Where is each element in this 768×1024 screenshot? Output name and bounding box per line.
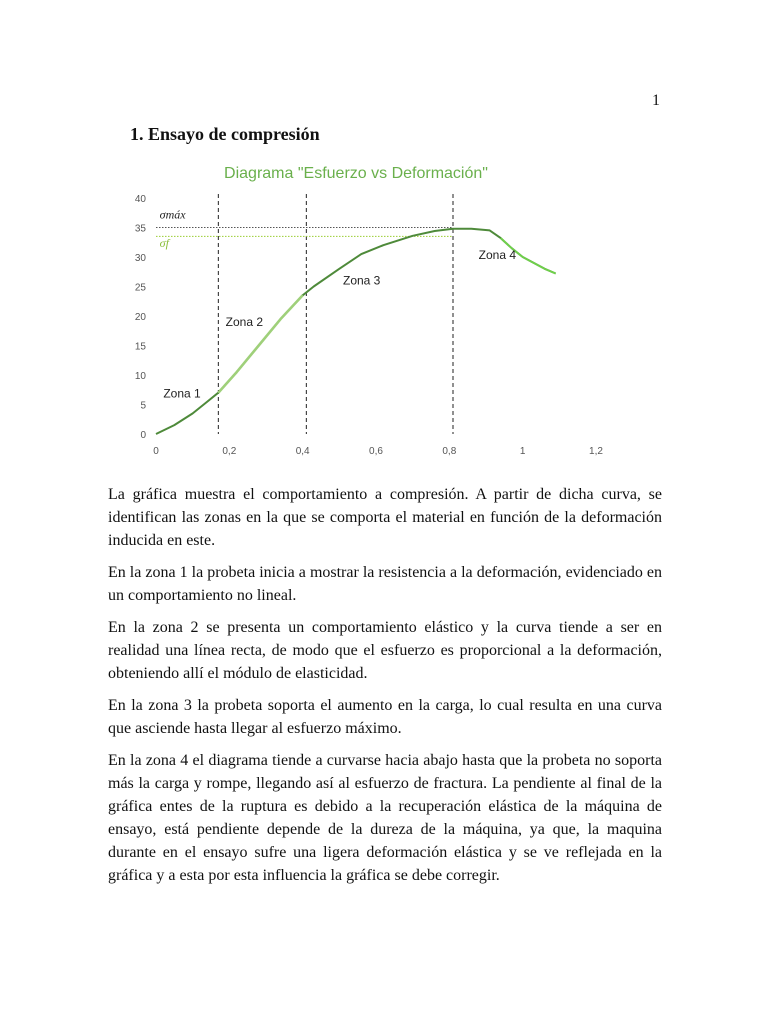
chart-annotation: σmáx xyxy=(159,207,186,222)
chart-annotation: Zona 3 xyxy=(343,273,381,288)
y-tick-label: 0 xyxy=(140,430,146,441)
x-tick-label: 0,4 xyxy=(295,446,310,457)
paragraph: En la zona 3 la probeta soporta el aumento en la carga, lo cual resulta en una curva que asciende hasta llegar al esfuerzo máximo. xyxy=(108,697,662,737)
chart-annotation: σf xyxy=(159,235,169,250)
x-tick-label: 0,2 xyxy=(222,446,237,457)
chart-annotation: Zona 1 xyxy=(163,386,201,401)
y-tick-label: 25 xyxy=(134,282,146,294)
paragraph: En la zona 1 la probeta inicia a mostrar la resistencia a la deformación, evidenciado en un comportamiento no lineal. xyxy=(108,564,662,604)
x-tick-label: 1 xyxy=(519,446,526,457)
y-tick-label: 40 xyxy=(134,194,146,205)
stress-strain-chart xyxy=(120,156,616,466)
section-heading: 1. Ensayo de compresión xyxy=(130,124,320,144)
y-tick-label: 5 xyxy=(140,400,146,412)
chart-annotation: Zona 2 xyxy=(225,315,264,330)
y-tick-label: 10 xyxy=(134,371,146,382)
page-number: 1 xyxy=(652,92,660,109)
paragraph: En la zona 2 se presenta un comportamiento elástico y la curva tiende a ser en realidad una línea recta, de modo que el esfuerzo es proporcional a la deformación, obteniendo allí el módulo de elasticidad. xyxy=(108,619,662,682)
series-highlight xyxy=(218,295,302,392)
x-tick-label: 0,8 xyxy=(442,446,457,457)
chart-svg xyxy=(120,156,616,466)
x-tick-label: 1,2 xyxy=(589,446,603,457)
paragraph: La gráfica muestra el comportamiento a compresión. A partir de dicha curva, se identifican las zonas en la que se comporta el material en función de la deformación inducida en este. xyxy=(108,486,662,549)
body-text xyxy=(108,483,662,896)
chart-annotation: Zona 4 xyxy=(478,247,517,262)
y-axis-ticks xyxy=(135,194,147,441)
paragraph: En la zona 4 el diagrama tiende a curvarse hacia abajo hasta que la probeta no soporta más la carga y rompe, llegando así al esfuerzo de fractura. La pendiente al final de la gráfica entes de la ruptura es debido a la recuperación elástica de la máquina de ensayo, está pendiente depende de la dureza de la máquina, ya que, la maquina durante en el ensayo sufre una ligera deformación elástica y se ve reflejada en la gráfica y a esta por esta influencia la gráfica se debe corregir. xyxy=(108,752,662,884)
x-axis-ticks xyxy=(153,446,603,457)
y-tick-label: 20 xyxy=(134,312,146,323)
x-tick-label: 0 xyxy=(153,446,159,457)
x-tick-label: 0,6 xyxy=(369,446,383,457)
y-tick-label: 30 xyxy=(134,253,146,264)
y-tick-label: 35 xyxy=(134,223,146,235)
chart-title: Diagrama "Esfuerzo vs Deformación" xyxy=(224,165,488,182)
y-tick-label: 15 xyxy=(134,341,146,353)
